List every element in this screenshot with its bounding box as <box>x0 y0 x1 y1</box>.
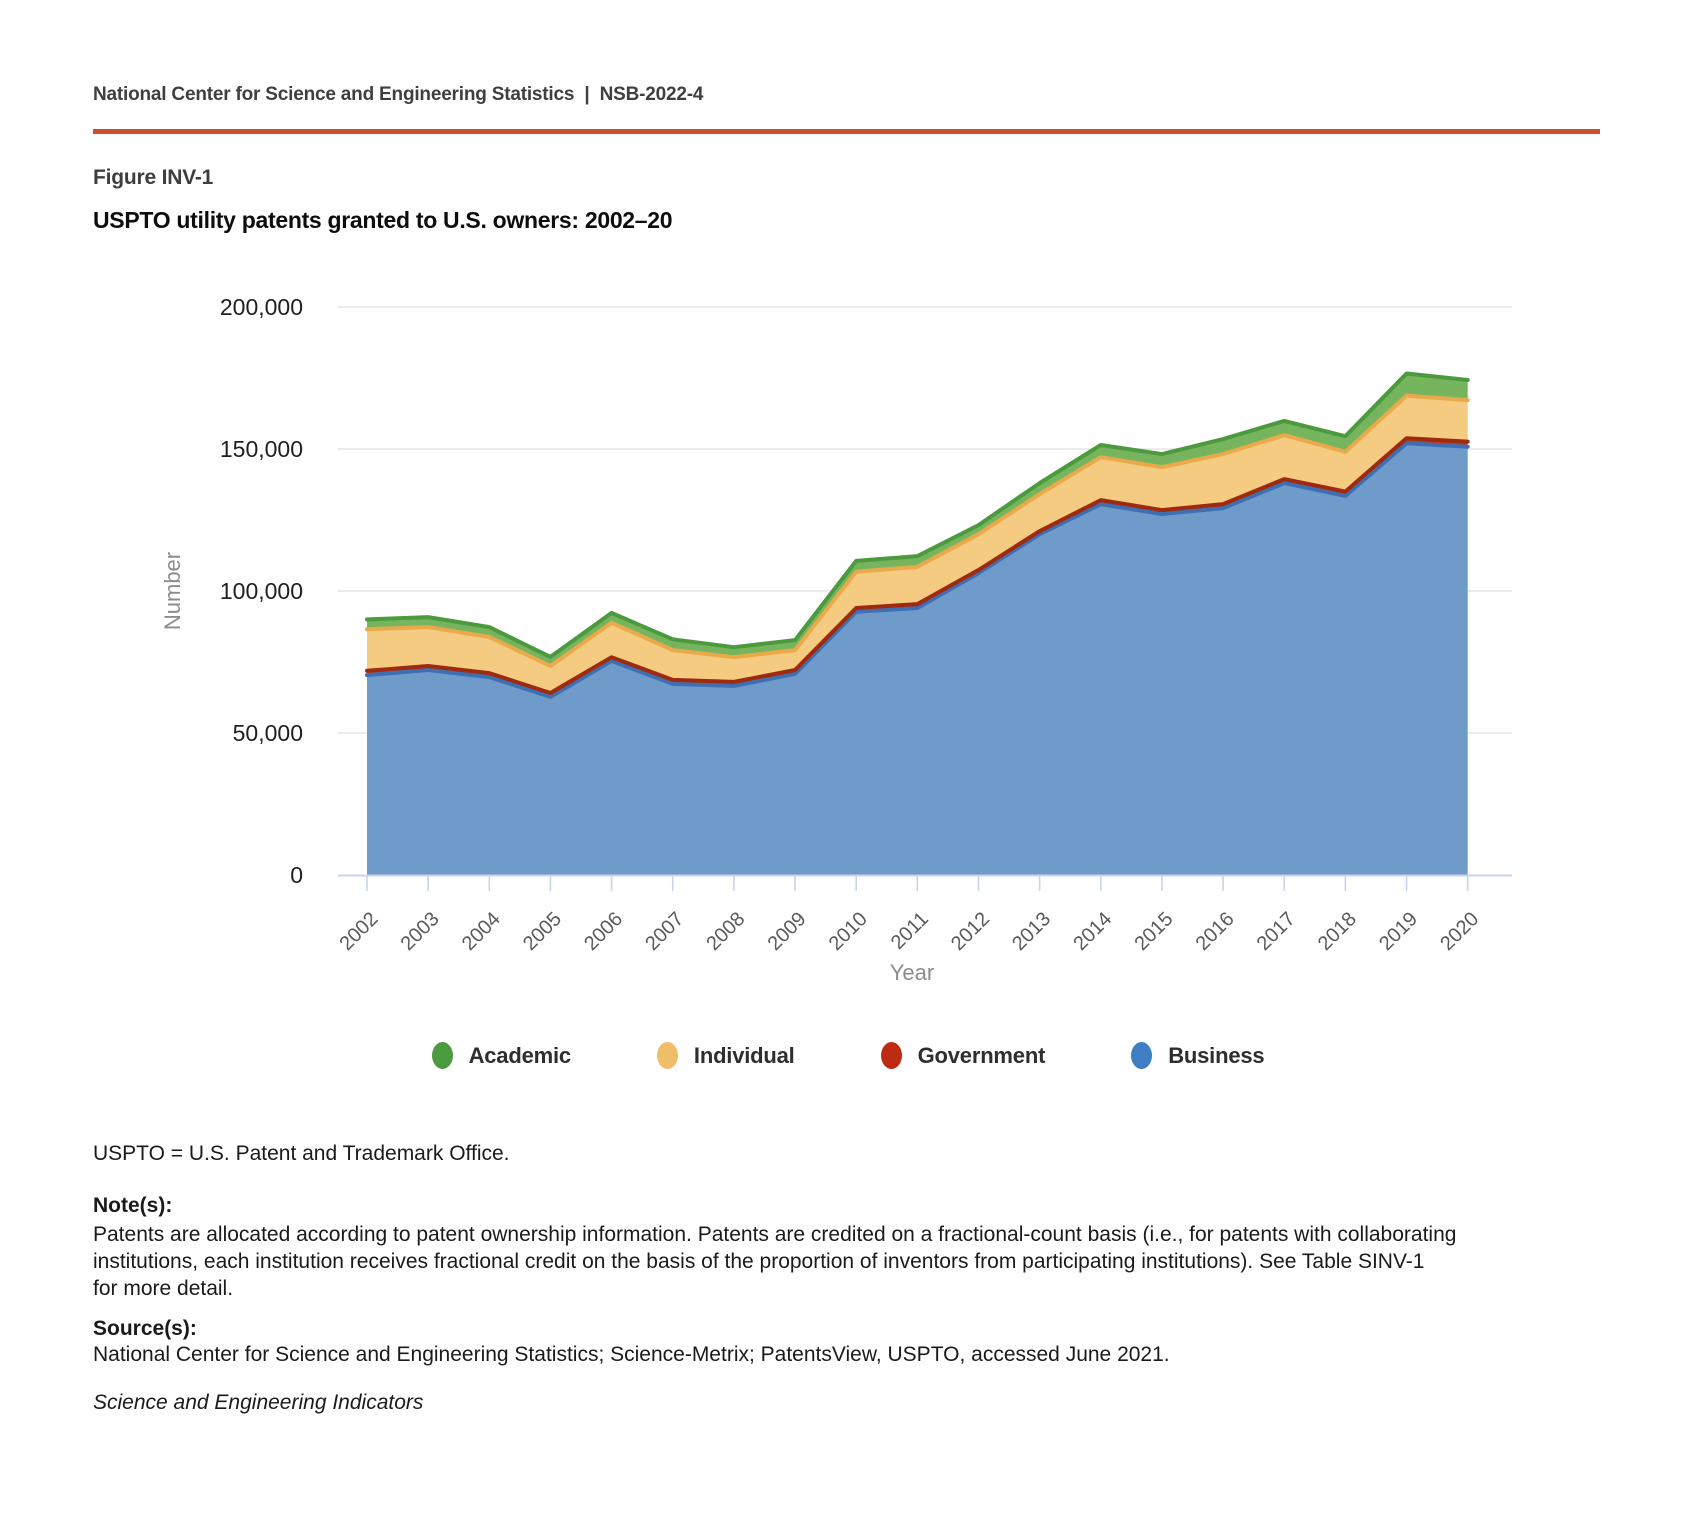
abbreviation-note: USPTO = U.S. Patent and Trademark Office. <box>93 1142 510 1165</box>
report-header: National Center for Science and Engineering Statistics | NSB-2022-4 <box>93 84 704 105</box>
notes-text-line-2: institutions, each institution receives fractional credit on the basis of the proportion of inventors from participating institutions). See Table SINV-1 <box>93 1250 1425 1273</box>
x-axis <box>338 876 1512 892</box>
legend-label: Business <box>1168 1042 1265 1068</box>
attribution-text: Science and Engineering Indicators <box>93 1391 424 1414</box>
y-tick-label: 50,000 <box>232 720 303 746</box>
legend-item-individual <box>657 1042 795 1069</box>
x-tick-label: 2007 <box>641 907 689 956</box>
x-axis-labels <box>336 908 1484 955</box>
legend-label: Government <box>917 1042 1046 1068</box>
x-tick-label: 2006 <box>580 907 628 956</box>
x-axis-title: Year <box>889 960 935 985</box>
legend-dot-icon <box>1131 1042 1152 1069</box>
x-tick-label: 2014 <box>1069 907 1117 956</box>
x-tick-label: 2016 <box>1191 907 1239 956</box>
notes-label: Note(s): <box>93 1194 173 1217</box>
x-tick-label: 2018 <box>1313 907 1361 956</box>
y-tick-label: 150,000 <box>219 436 303 462</box>
x-tick-label: 2020 <box>1436 907 1484 956</box>
figure-label: Figure INV-1 <box>93 166 214 189</box>
x-tick-label: 2019 <box>1375 907 1423 956</box>
legend-dot-icon <box>881 1042 902 1069</box>
legend-item-academic <box>432 1042 571 1069</box>
legend-label: Individual <box>693 1042 795 1068</box>
x-tick-label: 2017 <box>1252 907 1300 956</box>
y-tick-label: 100,000 <box>219 578 303 604</box>
legend-dot-icon <box>432 1042 453 1069</box>
legend-dot-icon <box>657 1042 678 1069</box>
y-tick-label: 0 <box>290 862 303 888</box>
legend-item-government <box>881 1042 1046 1069</box>
x-tick-label: 2012 <box>947 907 995 956</box>
y-axis-title: Number <box>160 551 185 631</box>
x-tick-label: 2013 <box>1008 907 1056 956</box>
legend-item-business <box>1131 1042 1264 1069</box>
x-tick-label: 2002 <box>335 907 383 956</box>
x-tick-label: 2005 <box>518 907 566 956</box>
y-tick-label: 200,000 <box>219 294 303 320</box>
figure-title: USPTO utility patents granted to U.S. owners: 2002–20 <box>93 207 673 233</box>
sources-label: Source(s): <box>93 1317 197 1340</box>
x-tick-label: 2011 <box>886 907 933 954</box>
chart-legend <box>93 1042 1603 1069</box>
x-tick-label: 2008 <box>702 907 750 956</box>
y-axis-labels <box>220 294 303 888</box>
x-tick-label: 2009 <box>763 907 811 956</box>
x-tick-label: 2010 <box>824 907 872 956</box>
x-tick-label: 2004 <box>457 907 505 956</box>
legend-label: Academic <box>468 1042 571 1068</box>
x-tick-label: 2015 <box>1130 907 1178 956</box>
x-tick-label: 2003 <box>396 907 444 956</box>
sources-text: National Center for Science and Engineering Statistics; Science-Metrix; PatentsView, USPTO, accessed June 2021. <box>93 1343 1170 1366</box>
notes-text-line-1: Patents are allocated according to patent ownership information. Patents are credited on a fractional-count basis (i.e., for patents with collaborating <box>93 1223 1457 1246</box>
notes-text-line-3: for more detail. <box>93 1277 234 1300</box>
